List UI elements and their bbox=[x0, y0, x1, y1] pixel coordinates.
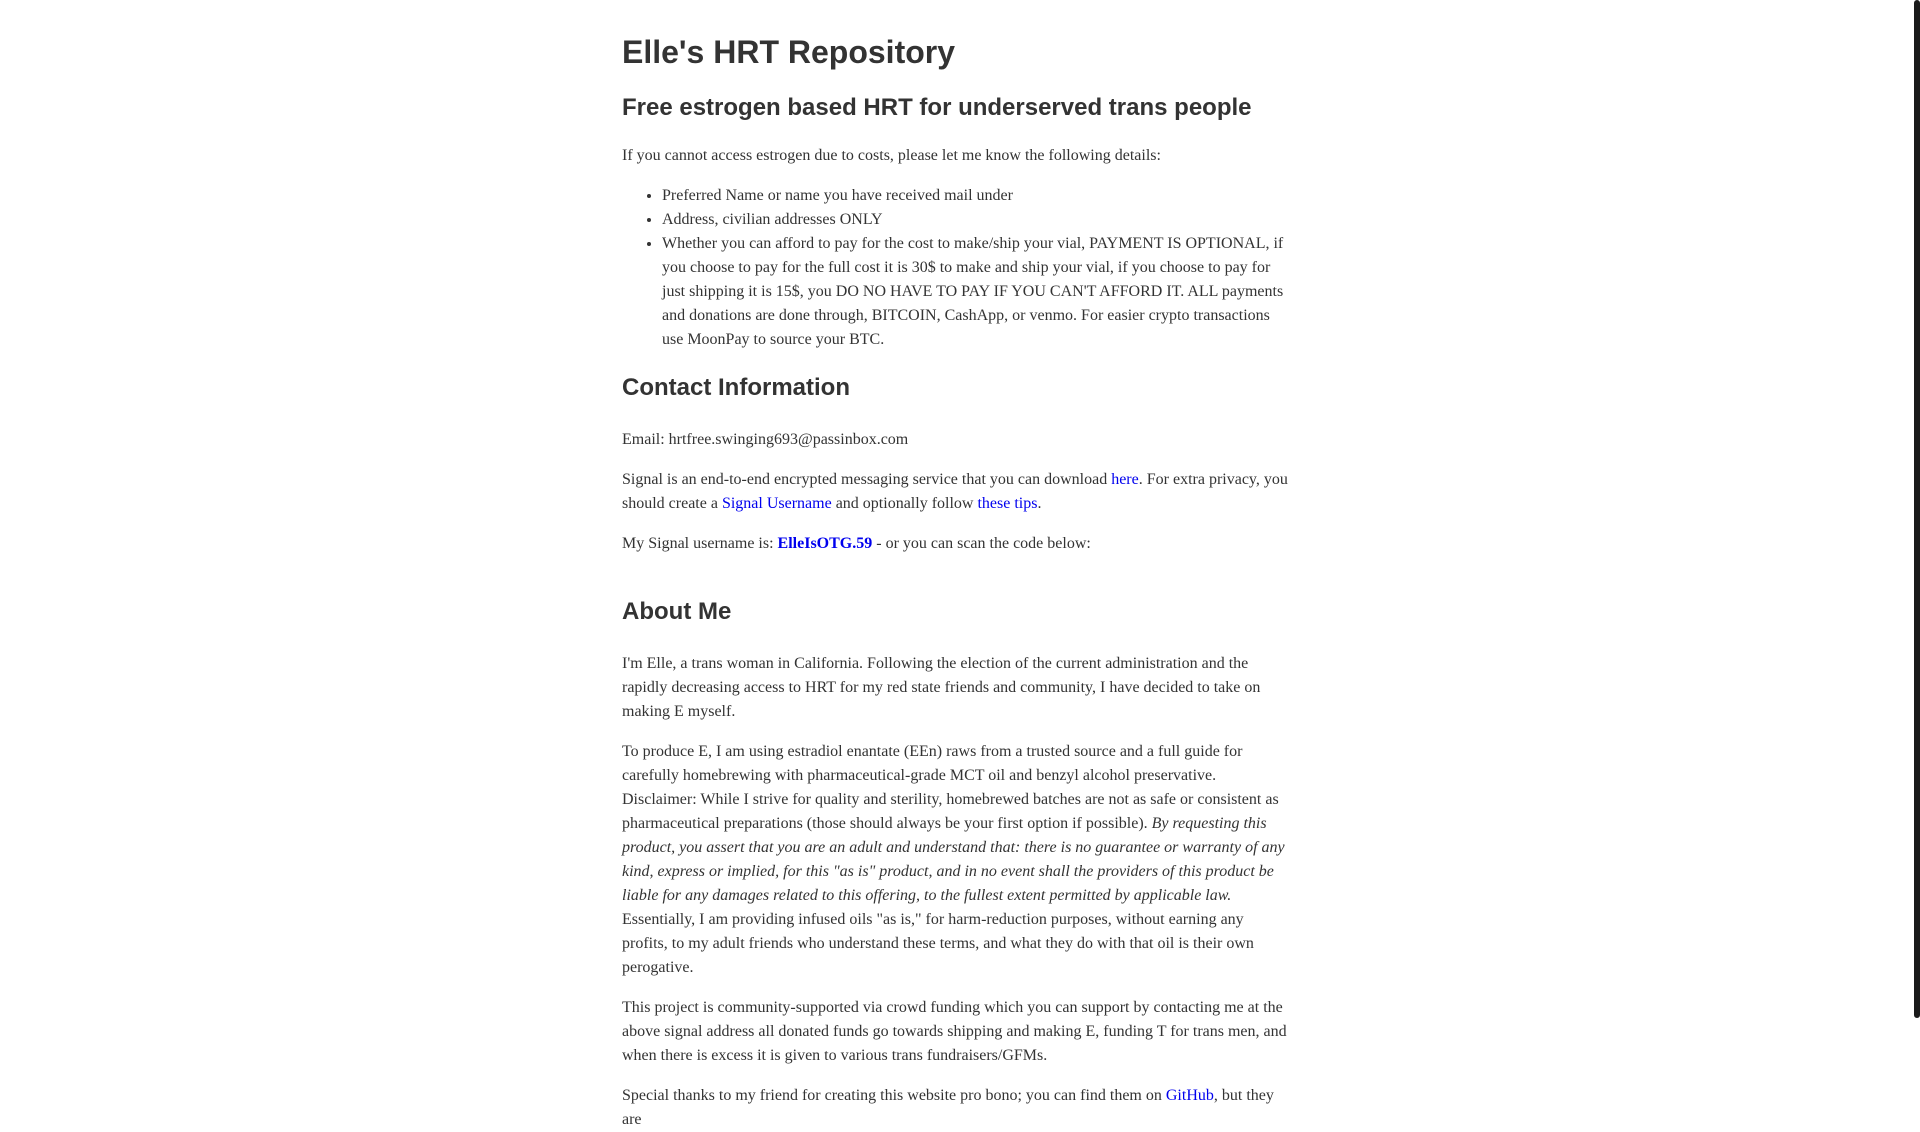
page-title: Elle's HRT Repository bbox=[622, 34, 956, 70]
about-p2-end: Essentially, I am providing infused oils "as is," for harm-reduction purposes, without earning any profits, to my adult friends who understand these terms, and what they do with that oil is their own perogative. bbox=[622, 911, 1254, 976]
intro-text: If you cannot access estrogen due to costs, please let me know the following details: bbox=[622, 147, 1161, 164]
about-heading: About Me bbox=[622, 598, 732, 625]
list-item: • Address, civilian addresses ONLY bbox=[662, 208, 1292, 232]
list-item: • Preferred Name or name you have received mail under bbox=[662, 184, 1292, 208]
about-paragraph-3: This project is community-supported via crowd funding which you can support by contacting me at the above signal address all donated funds go towards shipping and making E, funding T for trans men, and when there is excess it is given to various trans fundraisers/GFMs. bbox=[622, 999, 1287, 1064]
signal-text-3: and optionally follow bbox=[835, 495, 974, 512]
email-label: Email: bbox=[622, 431, 665, 448]
username-label: My Signal username is: bbox=[622, 535, 774, 552]
about-p4-end: , but they are bbox=[622, 1087, 1274, 1128]
signal-username-value[interactable]: ElleIsOTG.59 bbox=[777, 535, 873, 552]
signal-text-2: . For extra privacy, you should create a bbox=[622, 471, 1288, 512]
details-list bbox=[622, 184, 1292, 352]
about-p4-start: Special thanks to my friend for creating this website pro bono; you can find them on bbox=[622, 1087, 1162, 1104]
disclaimer-italic: By requesting this product, you assert that you are an adult and understand that: there is no guarantee or warranty of any kind, express or implied, for this "as is" product, and in no event shall the providers of this product be liable for any damages related to this offering, to the fullest extent permitted by applicable law. bbox=[622, 815, 1285, 904]
about-paragraph-1: I'm Elle, a trans woman in California. Following the election of the current administration and the rapidly decreasing access to HRT for my red state friends and community, I have decided to take on making E myself. bbox=[622, 655, 1261, 720]
signal-paragraph bbox=[622, 468, 1292, 516]
signal-tips-link[interactable]: these tips bbox=[977, 495, 1038, 512]
page-content bbox=[622, 0, 1292, 1132]
signal-text-4: . bbox=[1037, 495, 1042, 512]
signal-download-link[interactable]: here bbox=[1111, 471, 1139, 488]
page-subtitle: Free estrogen based HRT for underserved trans people bbox=[622, 94, 1252, 121]
email-value: hrtfree.swinging693@passinbox.com bbox=[668, 431, 909, 448]
about-paragraph-4 bbox=[622, 1084, 1292, 1132]
about-paragraph-2 bbox=[622, 740, 1292, 980]
email-line bbox=[622, 428, 1292, 452]
contact-heading: Contact Information bbox=[622, 374, 850, 401]
list-item: • Whether you can afford to pay for the cost to make/ship your vial, PAYMENT IS OPTIONAL, if you choose to pay for the full cost it is 30$ to make and ship your vial, if you choose to pay for just shipping it is 15$, you DO NO HAVE TO PAY IF YOU CAN'T AFFORD IT. ALL payments and donations are done through, BITCOIN, CashApp, or venmo. For easier crypto transactions use MoonPay to source your BTC. bbox=[662, 232, 1292, 352]
username-suffix: - or you can scan the code below: bbox=[876, 535, 1091, 552]
signal-username-line bbox=[622, 532, 1292, 556]
signal-text-1: Signal is an end-to-end encrypted messaging service that you can download bbox=[622, 471, 1108, 488]
scrollbar[interactable] bbox=[1914, 0, 1920, 1018]
github-link[interactable]: GitHub bbox=[1165, 1087, 1214, 1104]
about-p2-start: To produce E, I am using estradiol enantate (EEn) raws from a trusted source and a full guide for carefully homebrewing with pharmaceutical-grade MCT oil and benzyl alcohol preservative. Disclaimer: While I strive for quality and sterility, homebrewed batches are not as safe or consistent as pharmaceutical preparations (those should always be your first option if possible). bbox=[622, 743, 1279, 832]
signal-username-link[interactable]: Signal Username bbox=[721, 495, 832, 512]
